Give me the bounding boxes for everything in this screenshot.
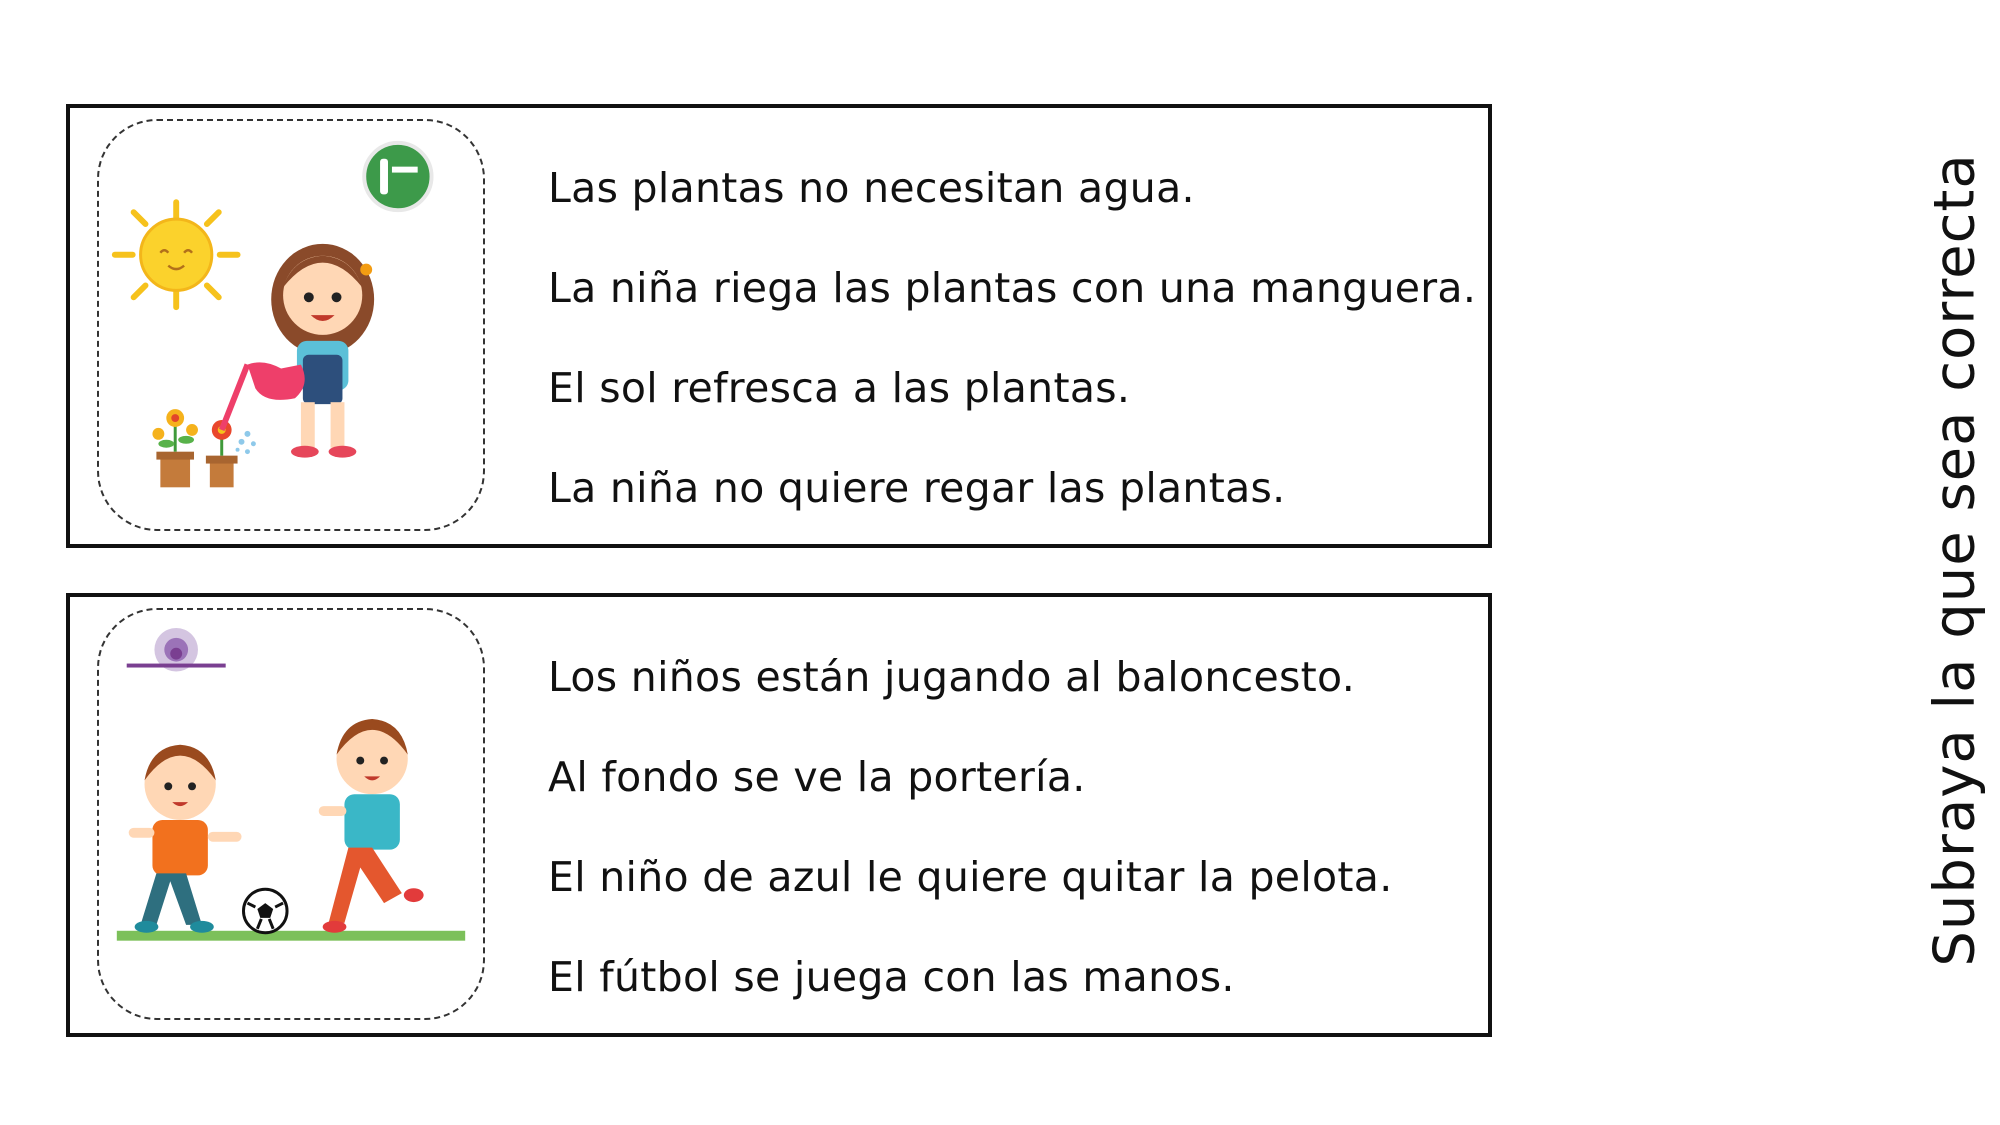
boy-orange-shirt [129,745,242,933]
andujar-logo [364,143,431,210]
illustration-boys-football [97,608,485,1020]
girl-figure [222,244,374,458]
sentence-option[interactable]: Los niños están jugando al baloncesto. [548,653,1356,701]
sentence-option[interactable]: El sol refresca a las plantas. [548,364,1131,412]
sun-drawing [115,202,238,307]
grass-strip [117,931,465,941]
sentence-option[interactable]: La niña riega las plantas con una manguera. [548,264,1477,312]
sentence-list-2 [548,627,1448,1027]
water-drops [236,431,256,454]
sentence-option[interactable]: El fútbol se juega con las manos. [548,953,1235,1001]
sentence-option[interactable]: Al fondo se ve la portería. [548,753,1086,801]
exercise-card-1 [66,104,1492,548]
boys-playing-football-illustration [99,610,483,1018]
sentence-list-1 [548,138,1477,538]
illustration-girl-watering [97,119,485,531]
sentence-option[interactable]: La niña no quiere regar las plantas. [548,464,1286,512]
orienta-media-logo [127,628,226,672]
soccer-ball [243,889,287,933]
sentence-option[interactable]: El niño de azul le quiere quitar la pelota. [548,853,1393,901]
instruction-heading: Subraya la que sea correcta [1922,153,1988,967]
exercise-card-2 [66,593,1492,1037]
boy-blue-shirt [319,719,424,933]
girl-watering-plants-illustration [99,121,483,529]
sentence-option[interactable]: Las plantas no necesitan agua. [548,164,1195,212]
